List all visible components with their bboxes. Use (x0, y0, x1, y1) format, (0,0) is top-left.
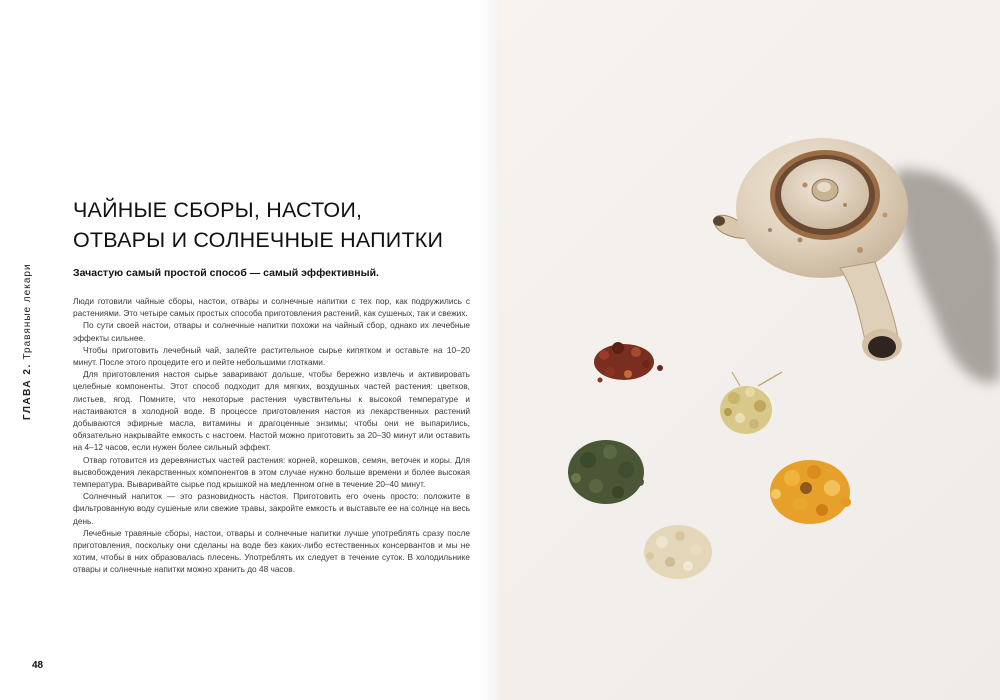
mint-pile (568, 440, 644, 504)
gutter-shadow (478, 0, 500, 700)
teapot (713, 138, 908, 361)
running-head (22, 263, 33, 420)
body-paragraph: Лечебные травяные сборы, настои, отвары и солнечные напитки лучше употреблять сразу после приготовления, поскольку они сделаны на воде без каких-либо естественных консервантов и мы не хотим, чтобы в них образовалась плесень. Употреблять их следует в течение суток. В холодильнике отвары и солнечные напитки можно хранить до 48 часов. (73, 527, 470, 575)
lead-paragraph: Зачастую самый простой способ — самый эффективный. (73, 267, 379, 279)
chapter-title-line-1: ЧАЙНЫЕ СБОРЫ, НАСТОИ, (73, 198, 363, 222)
chapter-title-line-2: ОТВАРЫ И СОЛНЕЧНЫЕ НАПИТКИ (73, 228, 444, 252)
page-number: 48 (32, 660, 44, 671)
root-chips-pile (644, 525, 712, 579)
body-paragraph: Чтобы приготовить лечебный чай, залейте растительное сырье кипятком и оставьте на 10–20 минут. После этого процедите его и пейте небольшими глотками. (73, 344, 470, 368)
hibiscus-pile (594, 342, 663, 383)
body-paragraph: Для приготовления настоя сырье заваривают дольше, чтобы бережно извлечь и активировать целебные компоненты. Этот способ подходит для мягких, воздушных частей растения: цветков, листьев, ягод. Помните, что некоторые растения чувствительны к высокой температуре и настаиваются в холодной воде. В процессе приготовления настоя из лекарственных растений добываются эфирные масла, витамины и драгоценные энзимы; чтобы они не выпарились, обязательно накрывайте емкость с настоем. Настой можно приготовить за 20–30 минут или оставить на 4–12 часов, если нужен более сильный эффект. (73, 369, 470, 453)
chapter-title (73, 195, 473, 255)
calendula-pile (770, 460, 851, 524)
teapot-shadow (895, 170, 1000, 383)
body-text (73, 295, 470, 576)
body-paragraph: Люди готовили чайные сборы, настои, отвары и солнечные напитки с тех пор, как подружились с растениями. Это четыре самых простых способа приготовления растений, как сушеных, так и свежих. (73, 296, 470, 319)
running-head-chapter: ГЛАВА 2. (22, 363, 33, 420)
herbal-tea-photo (500, 0, 1000, 700)
body-paragraph: Солнечный напиток — это разновидность настоя. Приготовить его очень просто: положите в фильтрованную воду сушеные или свежие травы, закройте емкость и выставьте ее на солнце на весь день. (73, 491, 470, 526)
body-paragraph: По сути своей настои, отвары и солнечные напитки похожи на чайный сбор, однако их лечебные эффекты сильнее. (73, 320, 470, 343)
running-head-title: Травяные лекари (22, 263, 33, 360)
photo-page (500, 0, 1000, 700)
body-paragraph: Отвар готовится из деревянистых частей растения: корней, корешков, семян, веточек и коры. Для высвобождения лекарственных компонентов в этом случае нужно больше времени и более высокая температура. Вываривайте сырье под крышкой на медленном огне в течение 20–40 минут. (73, 454, 470, 490)
chamomile-pile (720, 372, 782, 434)
